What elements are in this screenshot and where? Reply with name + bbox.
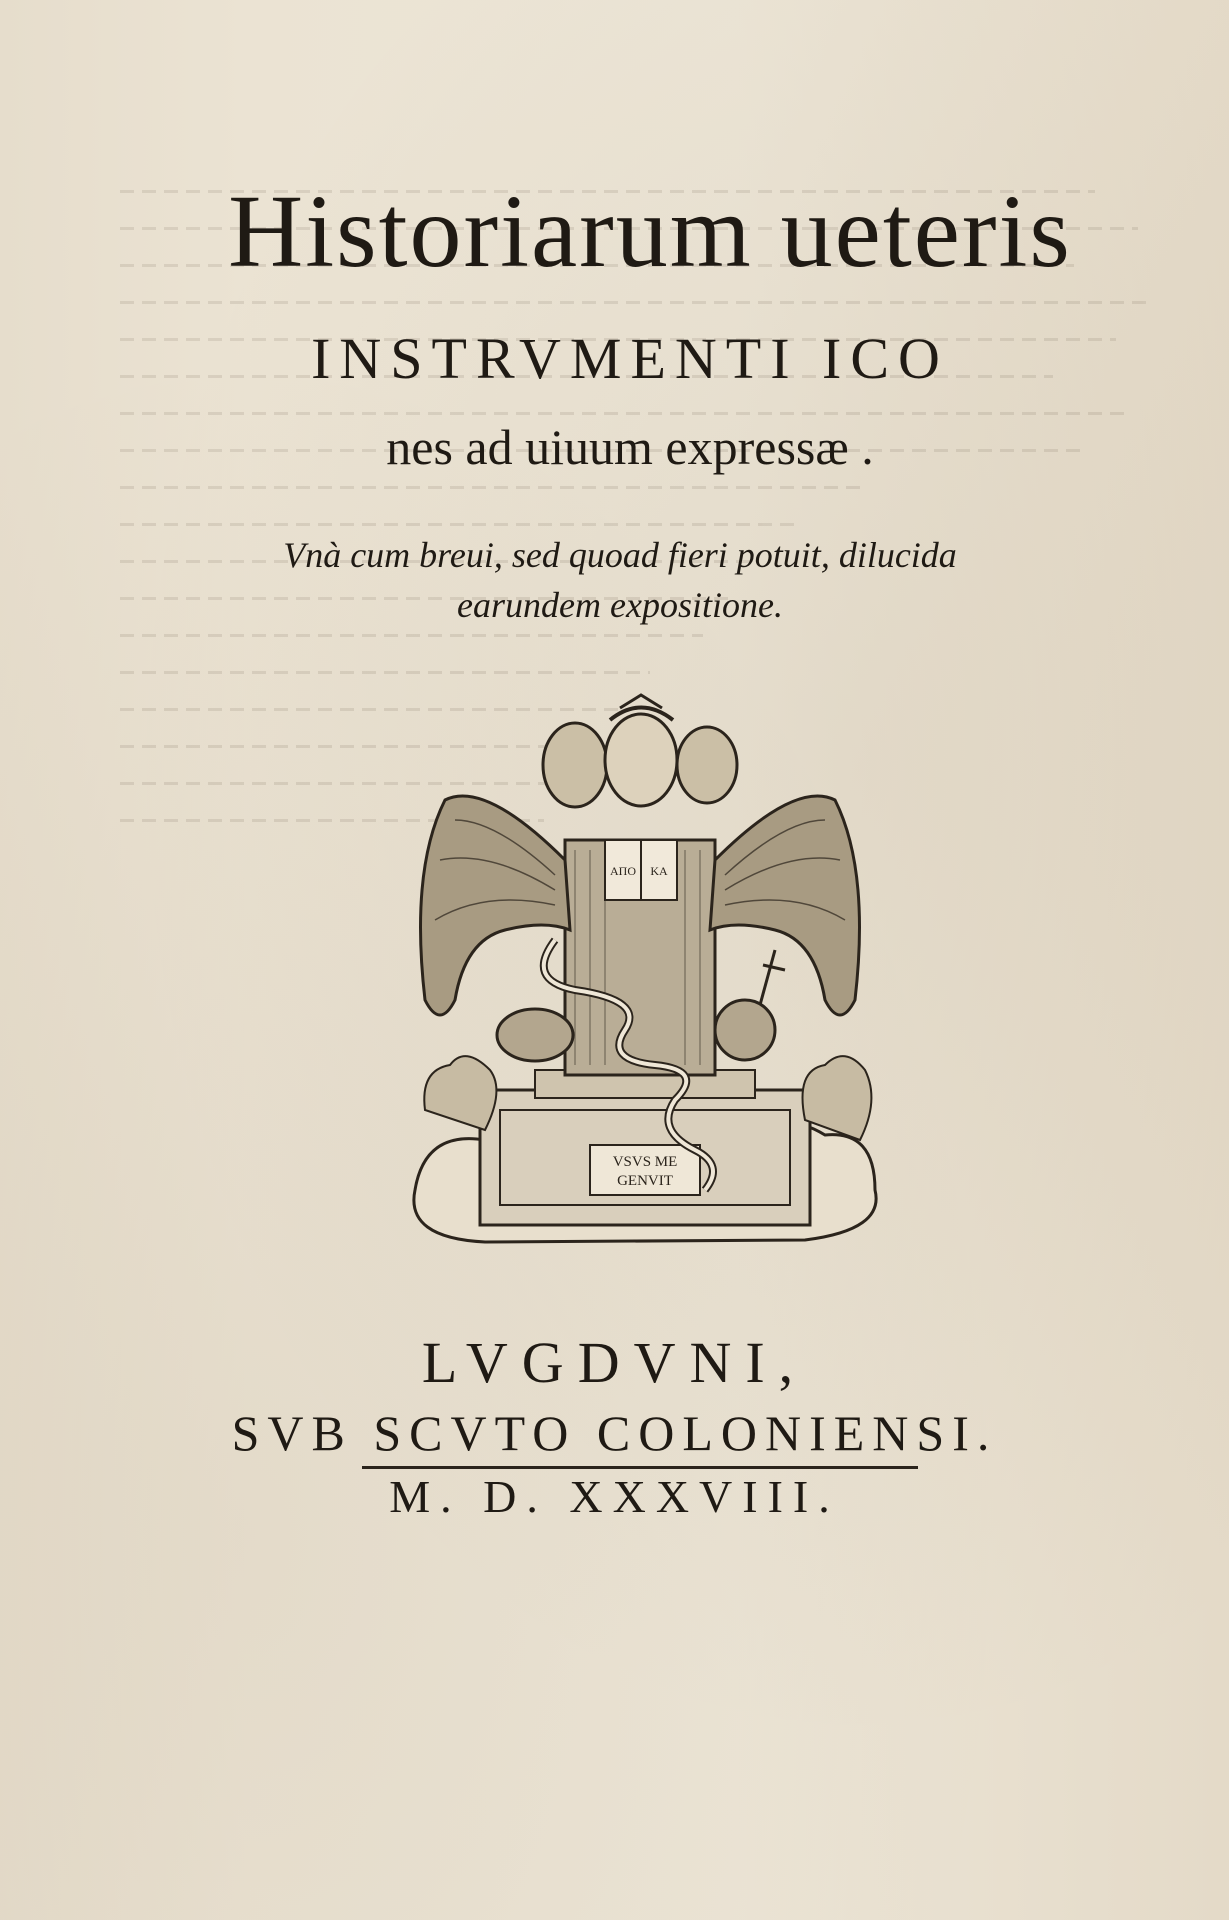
helmet — [497, 1009, 573, 1061]
book-left-text: ΑΠΟ — [610, 864, 636, 878]
center-head — [605, 714, 677, 806]
imprint-publisher: SVB SCVTO COLONIENSI. — [231, 1405, 998, 1461]
subtitle — [240, 530, 1000, 630]
title-line-1: Historiarum ueteris — [228, 174, 1072, 289]
printers-device-woodcut — [405, 690, 885, 1280]
imprint-rule — [362, 1466, 918, 1469]
title-line-3: nes ad uiuum expressæ . — [386, 419, 874, 475]
imprint-year: M. D. XXXVIII. — [389, 1471, 840, 1522]
orb — [715, 1000, 775, 1060]
subtitle-line-2: earundem expositione. — [457, 585, 783, 625]
imprint-city: LVGDVNI, — [421, 1330, 808, 1395]
book-right-text: ΚΑ — [650, 864, 668, 878]
left-head — [543, 723, 607, 807]
right-wing — [710, 796, 860, 1015]
title-line-2: INSTRVMENTI ICO — [311, 326, 949, 391]
motto-line-1: VSVS ME — [612, 1154, 678, 1170]
subtitle-line-1: Vnà cum breui, sed quoad fieri potuit, dilucida — [283, 535, 957, 575]
motto-line-2: GENVIT — [617, 1173, 673, 1189]
right-head — [677, 727, 737, 803]
left-bush — [424, 1056, 496, 1130]
